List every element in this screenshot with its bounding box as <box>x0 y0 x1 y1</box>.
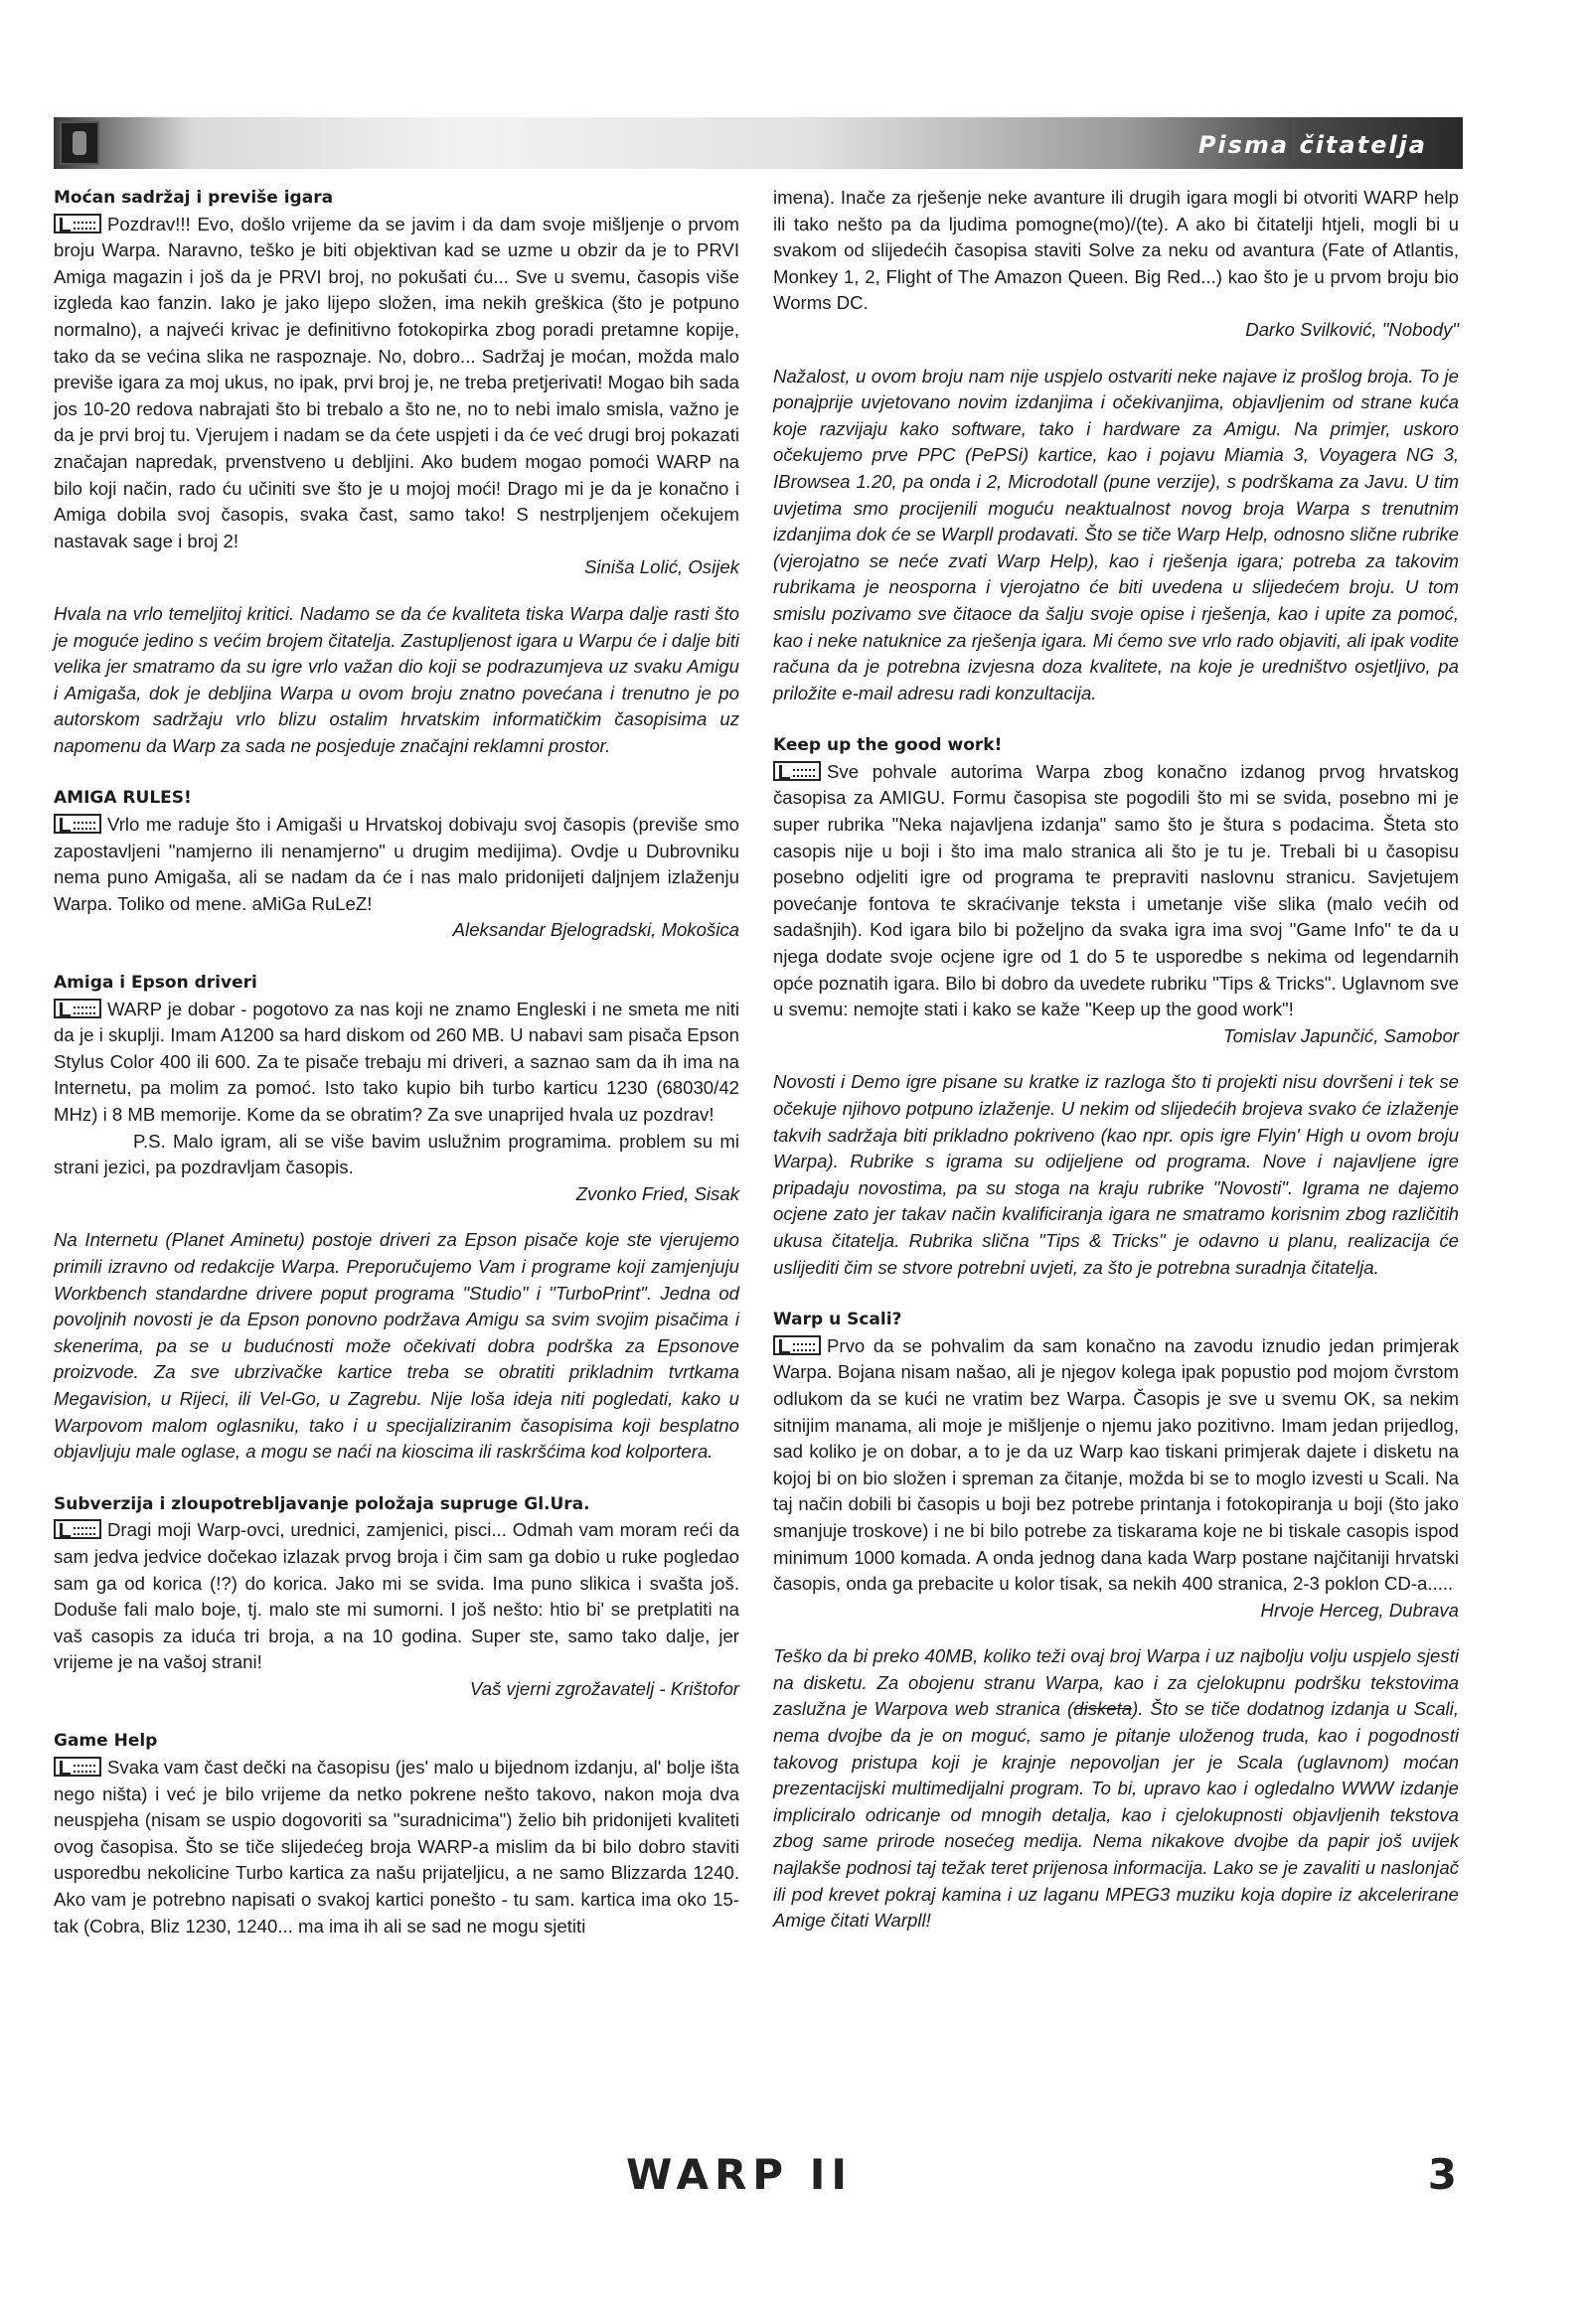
editor-reply: Hvala na vrlo temeljitoj kritici. Nadamo se da će kvaliteta tiska Warpa dalje rasti što je moguće jedino s većim brojem čitatelja. Zastupljenost igara u Warpu će i dalje biti velika jer smatramo da su igre vrlo važan dio koji se podrazumjeva uz svaku Amigu i Amigaša, dok je debljina Warpa u ovom broju znatno povećana i trenutno je po autorskom sadržaju vrlo blizu ostalim hrvatskim informatičkim časopisima uz napomenu da Warp za sada ne posjeduje značajni reklamni prostor. <box>54 602 739 756</box>
letter-body: Svaka vam čast dečki na časopisu (jes' malo u bijednom izdanju, al' bolje išta nego ništa) i već je bilo vrijeme da netko pokrene nešto takovo, nakon moja dva neuspjeha (nisam se uspio dogovoriti sa "suradnicima") želio bih pridonijeti kvaliteti ovog časopisa. Što se tiče slijedećeg broja WARP-a mislim da bi bilo dobro staviti usporedbu nekolicine Turbo kartica za našu prijateljicu, a ne samo Blizzarda 1240. Ako vam je potrebno napisati o svakoj kartici ponešto - tu sam. kartica ima oko 15-tak (Cobra, Bliz 1230, 1240... ma ima ih ali se sad ne mogu sjetiti <box>54 1757 739 1937</box>
letter-signature: Aleksandar Bjelogradski, Mokošica <box>452 919 739 941</box>
letter-signature: Tomislav Japunčić, Samobor <box>1222 1024 1459 1046</box>
letter-mark-icon <box>773 1335 821 1355</box>
struck-word: disketa <box>1073 1698 1133 1720</box>
letter-mark-icon <box>54 214 101 233</box>
letter-title: Keep up the good work! <box>773 735 1003 756</box>
editor-reply: Nažalost, u ovom broju nam nije uspjelo ostvariti neke najave iz prošlog broja. To je ponajprije uvjetovano novim izdanjima i očekivanjima, objavljenim od strane kuća koje razvijaju kako software, tako i hardware za Amigu. Na primjer, uskoro očekujemo prve PPC (PePSi) kartice, kao i pojavu Miamia 3, Voyagera NG 3, IBrowsea 1.20, pa onda i 2, Microdotall (pune verzije), s podrškama za Javu. U tim uvjetima smo procijenili moguću neaktualnost novog broja Warpa s trenutnim izdanjima dok će se Warpll prodavati. Što se tiče Warp Help, odnosno slične rubrike (vjerojatno se neće zvati Warp Help), kao i rješenja igara; potreba za takovim rubrikama je neosporna i vjerojatno će biti uvedena u slijedećem broju. U tom smislu pozivamo sve čitaoce da šalju svoje opise i rješenja, kao i upite za pomoć, kao i neke natuknice za rješenja igara. Mi ćemo sve vrlo rado objaviti, ali ipak vodite računa da je potrebna izvjesna doza kvalitete, na koje je uredništvo osjetljivo, pa priložite e-mail adresu radi konzultacija. <box>773 365 1459 703</box>
right-column <box>773 185 1459 1935</box>
letter-body-continued: imena). Inače za rješenje neke avanture ili drugih igara mogli bi otvoriti WARP help ili tako nešto pa da ljudima pomogne(mo)/(te). A ako bi čitatelji htjeli, mogli bi u svakom od slijedećih časopisa staviti Solve za neku od avantura (Fate of Atlantis, Monkey 1, 2, Flight of The Amazon Queen. Big Red...) kao što je u prvom broju bio Worms DC. <box>773 187 1459 314</box>
letter-postscript: P.S. Malo igram, ali se više bavim uslužnim programima. problem su mi strani jezici, pa pozdravljam časopis. <box>54 1130 739 1178</box>
letter-title: Subverzija i zloupotrebljavanje položaja supruge Gl.Ura. <box>54 1493 590 1514</box>
section-banner <box>54 117 1463 169</box>
letter-title: AMIGA RULES! <box>54 788 192 809</box>
letter-title: Game Help <box>54 1731 158 1752</box>
letter-title: Warp u Scali? <box>773 1310 902 1330</box>
letter-mark-icon <box>54 1519 101 1539</box>
letter-body: Dragi moji Warp-ovci, urednici, zamjenici, pisci... Odmah vam moram reći da sam jedva jedvice dočekao izlazak prvog broja i čim sam ga dobio u ruke pogledao sam ga od korica (!?) do korica. Jako mi se svida. Ima puno slikica i svašta još. Doduše fali malo boje, tj. malo ste mi sumorni. I još nešto: htio bi' se pretplatiti na vaš casopis za iduća tri broja, a na 10 godina. Super ste, samo tako dalje, jer vrijeme je na vašoj strani! <box>54 1519 739 1673</box>
editor-reply: Teško da bi preko 40MB, koliko teži ovaj broj Warpa i uz najbolju volju uspjelo sjesti na disketu. Za obojenu stranu Warpa, kao i za cjelokupnu podršku tekstovima zaslužna je Warpova web stranica (disketa). Što se tiče dodatnog izdanja u Scali, nema dvojbe da je on moguć, samo je pitanje uloženog truda, kao i pogodnosti takovog pristupa koji je krajnje nepovoljan jer je Scala (uglavnom) moćan prezentacijski multimedijalni program. To bi, upravo kao i ogledalno WWW izdanje impliciralo odricanje od mnogih detalja, kao i cjelokupnosti objavljenih tekstova zbog same prirode nosećeg medija. Nema nikakove dvojbe da papir još uvijek najlakše podnosi taj težak teret prijenosa informacija. Lako se je zavaliti u naslonjač ili pod krevet pokraj kamina i uz laganu MPEG3 muziku koja dopire iz akcelerirane Amige čitati Warpll! <box>773 1645 1459 1932</box>
section-title: Pisma čitatelja <box>1197 131 1427 159</box>
letter-signature: Darko Svilković, "Nobody" <box>1245 318 1459 340</box>
editor-reply: Na Internetu (Planet Aminetu) postoje driveri za Epson pisače koje ste vjerujemo primili izravno od redakcije Warpa. Preporučujemo Vam i programe koji zamjenjuju Workbench standardne drivere poput programa "Studio" i "TurboPrint". Jedna od povoljnih novosti je da Epson ponovno podržava Amigu sa svim svojim pisačima i skenerima, pa se u budućnosti može očekivati dobra podrška za Epsonove proizvode. Za sve ubrzivačke kartice treba se obratiti prikladnim tvrtkama Megavision, u Rijeci, ili Vel-Go, u Zagrebu. Nije loša ideja niti pogledati, kako u Warpovom malom oglasniku, tako i u specijaliziranim časopisima koji besplatno objavljuju male oglase, a mogu se naći na kioscima ili raskršćima kod kolportera. <box>54 1229 739 1463</box>
letter-signature: Vaš vjerni zgrožavatelj - Krištofor <box>469 1677 739 1699</box>
letter-mark-icon <box>54 1757 101 1777</box>
letter-title: Moćan sadržaj i previše igara <box>54 188 334 208</box>
editor-reply: Novosti i Demo igre pisane su kratke iz razloga što ti projekti nisu dovršeni i tek se očekuje njihovo potpuno izlaženje. U nekim od slijedećih brojeva svako će izlaženje takvih sadržaja biti prikladno pokriveno (kao npr. opis igre Flyin' High u ovom broju Warpa). Rubrike s igrama su odijeljene od programa. Nove i najavljene igre pripadaju novostima, pa su stoga na kraju rubrike "Novosti". Igrama ne dajemo ocjene zato jer takav način kvalificiranja igara ne smatramo korisnim zbog različitih ukusa čitatelja. Rubrika slična "Tips & Tricks" je odavno u planu, realizacija će uslijediti čim se stvore potrebni uvjeti, za što je potrebna suradnja čitatelja. <box>773 1071 1459 1278</box>
letter-body: Pozdrav!!! Evo, došlo vrijeme da se javim i da dam svoje mišljenje o prvom broju Warpa. Naravno, teško je biti objektivan kad se uzme u obzir da je to PRVI Amiga magazin i još da je PRVI broj, no pokušati ću... Sve u svemu, časopis više izgleda kao fanzin. Iako je jako lijepo složen, ima nekih greškica (što je potpuno normalno), a najveći krivac je definitivno fotokopirka zbog poradi pretamne kopije, tako da se većina slika ne raspoznaje. No, dobro... Sadržaj je moćan, možda malo previše igara za moj ukus, no ipak, prvi broj je, ne treba pretjerivati! Mogao bih sada jos 10-20 redova nabrajati što bi trebalo a što ne, no to nebi imalo smisla, važno je da je prvi broj tu. Vjerujem i nadam se da ćete uspjeti i da će već drugi broj pokazati značajan napredak, prvenstveno u debljini. Ako budem mogao pomoći WARP na bilo koji način, rado ću učiniti sve što je u mojoj moći! Drago mi je da je konačno i Amiga dobila svoj časopis, svaka čast, samo tako! S nestrpljenjem očekujem nastavak sage i broj 2! <box>54 213 739 551</box>
magazine-brand: WARP II <box>626 2150 853 2199</box>
letter-signature: Siniša Lolić, Osijek <box>583 556 739 578</box>
letter-signature: Zvonko Fried, Sisak <box>575 1182 739 1204</box>
letter-mark-icon <box>54 814 101 834</box>
letter-body: WARP je dobar - pogotovo za nas koji ne znamo Engleski i ne smeta me niti da je i skuplji. Imam A1200 sa hard diskom od 260 MB. U nabavi sam pisača Epson Stylus Color 400 ili 600. Za te pisače trebaju mi driveri, a saznao sam da ih ima na Internetu, pa molim za pomoć. Isto tako kupio bih turbo karticu 1230 (68030/42 MHz) i 8 MB memorije. Kome da se obratim? Za sve unaprijed hvala uz pozdrav! <box>54 998 739 1125</box>
section-logo-icon <box>60 121 99 165</box>
letter-signature: Hrvoje Herceg, Dubrava <box>1260 1599 1459 1621</box>
letter-title: Amiga i Epson driveri <box>54 973 257 994</box>
letter-mark-icon <box>54 999 101 1018</box>
letter-body: Vrlo me raduje što i Amigaši u Hrvatskoj dobivaju svoj časopis (previše smo zapostavljeni "namjerno ili nenamjerno" u drugim medijima). Ovdje u Dubrovniku nema puno Amigaša, ali se nadam da će i nas malo pridonijeti daljnjem izlaženju Warpa. Toliko od mene. aMiGa RuLeZ! <box>54 814 739 914</box>
left-column <box>54 185 739 1939</box>
letter-body: Sve pohvale autorima Warpa zbog konačno izdanog prvog hrvatskog časopisa za AMIGU. Formu časopisa ste pogodili što mi se svida, posebno mi je super rubrika "Neka najavljena izdanja" samo što je štura s podacima. Šteta sto casopis nije u boji i što ima malo stranica ali što je tu je. Trebali bi u časopisu posebno odjeliti igre od programa te prepraviti naslovnu stranicu. Savjetujem povećanje fontova te skraćivanje teksta i umetanje više slika (malo većih od sadašnjih). Kod igara bilo bi poželjno da svaka igra ima svoj "Game Info" te da u njega dodate svoje ocjene igre od 1 do 5 te usporedbe s nekima od legendarnih opće poznatih igara. Bilo bi dobro da uvedete rubriku "Tips & Tricks". Uglavnom sve u svemu: nemojte stati i kako se kaže "Keep up the good work"! <box>773 760 1459 1020</box>
page-number: 3 <box>1427 2150 1457 2199</box>
letter-body: Prvo da se pohvalim da sam konačno na zavodu iznudio jedan primjerak Warpa. Bojana nisam našao, ali je njegov kolega ipak popustio pod mojom čvrstom odlukom da se kući ne vratim bez Warpa. Časopis je sve u svemu OK, sa nekim sitnijim manama, ali moje je mišljenje o njemu jako pozitivno. Imam jedan prijedlog, sad koliko je on dobar, a to je da uz Warp kao tiskani primjerak dajete i disketu na kojoj bi on bio složen i spreman za čitanje, možda bi se to moglo izvesti u Scali. Na taj način dobili bi časopis u boji bez potrebe printanja i fotokopiranja u boji (što jako smanjuje troskove) i ne bi bilo potrebe za tiskarama koje ne bi tiskale casopis ispod minimum 1000 komada. A onda jednog dana kada Warp postane najčitaniji hrvatski časopis, onda ga prebacite u kolor tisak, sa nekih 400 stranica, 2-3 poklon CD-a..... <box>773 1334 1459 1595</box>
letter-mark-icon <box>773 761 821 781</box>
